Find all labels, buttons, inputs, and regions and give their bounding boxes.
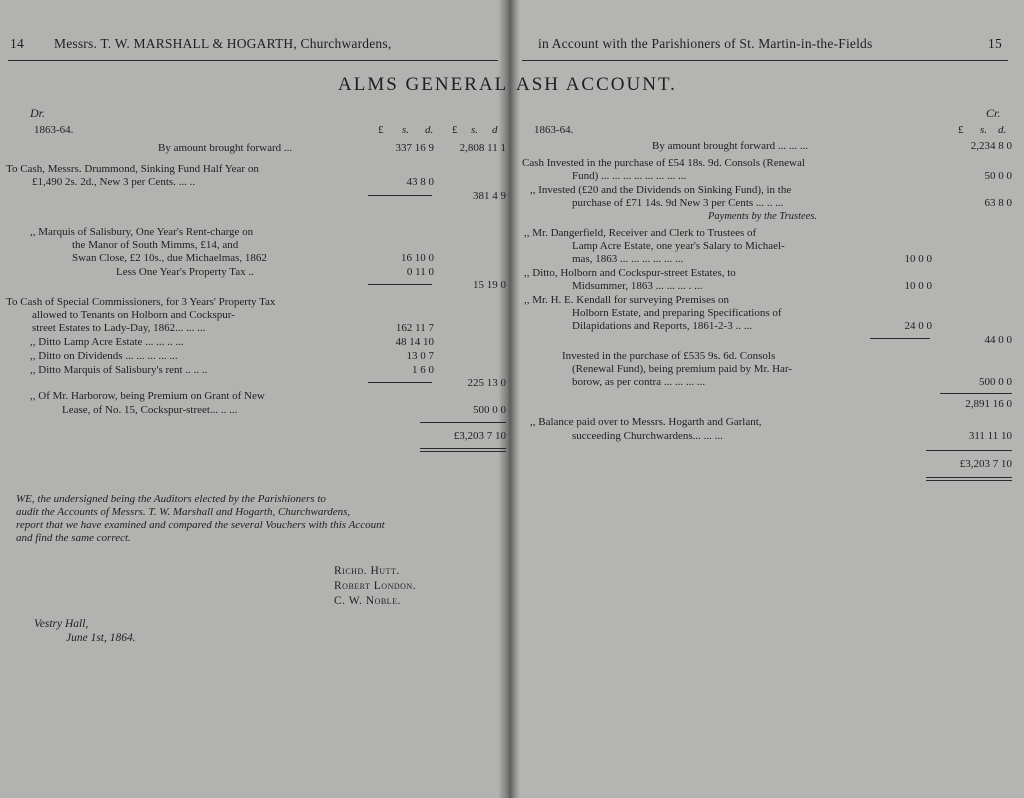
left-amount: 15 19 0 <box>473 279 506 291</box>
right-amount: 50 0 0 <box>984 170 1012 182</box>
left-line: ,, Marquis of Salisbury, One Year's Rent-charge on <box>30 226 254 238</box>
left-amount: 2,808 11 1 <box>459 142 506 154</box>
header-rule-right <box>522 60 1008 61</box>
left-line: ,, Ditto on Dividends ... ... ... ... ... <box>30 350 178 362</box>
right-line: Cash Invested in the purchase of £54 18s. 9d. Consols (Renewal <box>522 157 805 169</box>
right-col-pence: d. <box>998 124 1007 136</box>
left-grand-total: £3,203 7 10 <box>453 430 506 442</box>
right-line: Fund) ... ... ... ... ... ... ... ... <box>572 170 687 182</box>
left-year: 1863-64. <box>34 124 74 136</box>
signature: Robert London. <box>334 580 417 592</box>
left-line: To Cash, Messrs. Drummond, Sinking Fund Half Year on <box>6 163 259 175</box>
right-line: By amount brought forward ... ... ... <box>652 140 809 152</box>
right-amount: 500 0 0 <box>979 376 1012 388</box>
vestry-place: Vestry Hall, <box>34 618 89 630</box>
left-amount: 337 16 9 <box>395 142 434 154</box>
left-amount: 381 4 9 <box>473 190 506 202</box>
left-line: the Manor of South Mimms, £14, and <box>72 239 239 251</box>
left-line: street Estates to Lady-Day, 1862... ... ... <box>32 322 206 334</box>
left-amount: 16 10 0 <box>401 252 434 264</box>
left-line: Less One Year's Property Tax .. <box>116 266 254 278</box>
right-year: 1863-64. <box>534 124 574 136</box>
cr-label: Cr. <box>986 106 1001 120</box>
left-subtotal-rule <box>368 284 432 285</box>
right-subtotal-rule <box>870 338 930 339</box>
left-amount: 1 6 0 <box>412 364 434 376</box>
left-amount: 43 8 0 <box>406 176 434 188</box>
right-amount: 24 0 0 <box>904 320 932 332</box>
vestry-date: June 1st, 1864. <box>66 632 136 644</box>
left-line: Swan Close, £2 10s., due Michaelmas, 1862 <box>72 252 267 264</box>
right-amount: 2,891 16 0 <box>965 398 1012 410</box>
left-running-title: Messrs. T. W. MARSHALL & HOGARTH, Churchwardens, <box>54 36 392 51</box>
right-amount: 2,234 8 0 <box>970 140 1012 152</box>
left-line: ,, Ditto Lamp Acre Estate ... ... .. ... <box>30 336 184 348</box>
dr-label: Dr. <box>30 106 46 120</box>
left-subtotal-rule <box>368 382 432 383</box>
left-col-shillings-2: s. <box>471 124 479 136</box>
left-line: ,, Of Mr. Harborow, being Premium on Grant of New <box>30 390 265 402</box>
left-line: Lease, of No. 15, Cockspur-street... .. ... <box>62 404 238 416</box>
left-col-pounds-1: £ <box>378 124 384 136</box>
left-amount: 13 0 7 <box>406 350 434 362</box>
left-line: ,, Ditto Marquis of Salisbury's rent .. .. .. <box>30 364 208 376</box>
left-total-double-rule <box>420 448 506 452</box>
trustees-subheading: Payments by the Trustees. <box>708 211 818 222</box>
right-line: Holborn Estate, and preparing Specifications of <box>572 307 782 319</box>
right-line: (Renewal Fund), being premium paid by Mr. Har- <box>572 363 793 375</box>
right-subtotal-rule <box>940 393 1012 394</box>
auditor-statement: and find the same correct. <box>16 532 131 544</box>
left-col-pounds-2: £ <box>452 124 458 136</box>
left-amount: 225 13 0 <box>467 377 506 389</box>
signature: C. W. Noble. <box>334 595 401 607</box>
account-title-left: ALMS GENERAL <box>338 74 509 95</box>
left-col-shillings-1: s. <box>402 124 410 136</box>
right-line: ,, Mr. H. E. Kendall for surveying Premises on <box>524 294 729 306</box>
right-col-shillings: s. <box>980 124 988 136</box>
right-line: Midsummer, 1863 ... ... ... . ... <box>572 280 703 292</box>
left-subtotal-rule <box>368 195 432 196</box>
left-line: £1,490 2s. 2d., New 3 per Cents. ... .. <box>32 176 196 188</box>
left-amount: 0 11 0 <box>406 266 434 278</box>
right-running-title: in Account with the Parishioners of St. Martin-in-the-Fields <box>538 36 873 51</box>
left-col-pence-1: d. <box>425 124 434 136</box>
header-rule-left <box>8 60 498 61</box>
left-page-number: 14 <box>10 36 24 51</box>
left-total-rule <box>420 422 506 423</box>
right-line: ,, Ditto, Holborn and Cockspur-street Estates, to <box>524 267 736 279</box>
account-title-right: ASH ACCOUNT. <box>516 74 677 95</box>
right-line: Lamp Acre Estate, one year's Salary to Michael- <box>572 240 785 252</box>
right-line: Invested in the purchase of £535 9s. 6d. Consols <box>562 350 776 362</box>
auditor-statement: report that we have examined and compared the several Vouchers with this Account <box>16 519 385 531</box>
signature: Richd. Hutt. <box>334 565 400 577</box>
left-amount: 500 0 0 <box>473 404 506 416</box>
right-line: ,, Mr. Dangerfield, Receiver and Clerk to Trustees of <box>524 227 757 239</box>
right-line: mas, 1863 ... ... ... ... ... ... <box>572 253 684 265</box>
right-grand-total: £3,203 7 10 <box>959 458 1012 470</box>
left-line: allowed to Tenants on Holborn and Cockspur- <box>32 309 235 321</box>
right-line: purchase of £71 14s. 9d New 3 per Cents ... .. ... <box>572 197 784 209</box>
left-line: By amount brought forward ... <box>158 142 293 154</box>
right-amount: 311 11 10 <box>968 430 1012 442</box>
right-page-number: 15 <box>988 36 1002 51</box>
right-amount: 44 0 0 <box>984 334 1012 346</box>
left-amount: 48 14 10 <box>395 336 434 348</box>
right-amount: 10 0 0 <box>904 280 932 292</box>
right-line: ,, Balance paid over to Messrs. Hogarth and Garlant, <box>530 416 762 428</box>
left-line: To Cash of Special Commissioners, for 3 Years' Property Tax <box>6 296 276 308</box>
right-amount: 10 0 0 <box>904 253 932 265</box>
left-amount: 162 11 7 <box>395 322 434 334</box>
right-total-double-rule <box>926 477 1012 481</box>
auditor-statement: audit the Accounts of Messrs. T. W. Marshall and Hogarth, Churchwardens, <box>16 506 351 518</box>
auditor-statement: WE, the undersigned being the Auditors elected by the Parishioners to <box>16 493 326 505</box>
left-col-pence-2: d <box>492 124 498 136</box>
right-line: borow, as per contra ... ... ... ... <box>572 376 706 388</box>
right-line: succeeding Churchwardens... ... ... <box>572 430 723 442</box>
right-col-pounds: £ <box>958 124 964 136</box>
book-gutter <box>498 0 520 798</box>
right-line: Dilapidations and Reports, 1861-2-3 .. ... <box>572 320 752 332</box>
right-line: ,, Invested (£20 and the Dividends on Sinking Fund), in the <box>530 184 792 196</box>
right-amount: 63 8 0 <box>984 197 1012 209</box>
right-total-rule <box>926 450 1012 451</box>
